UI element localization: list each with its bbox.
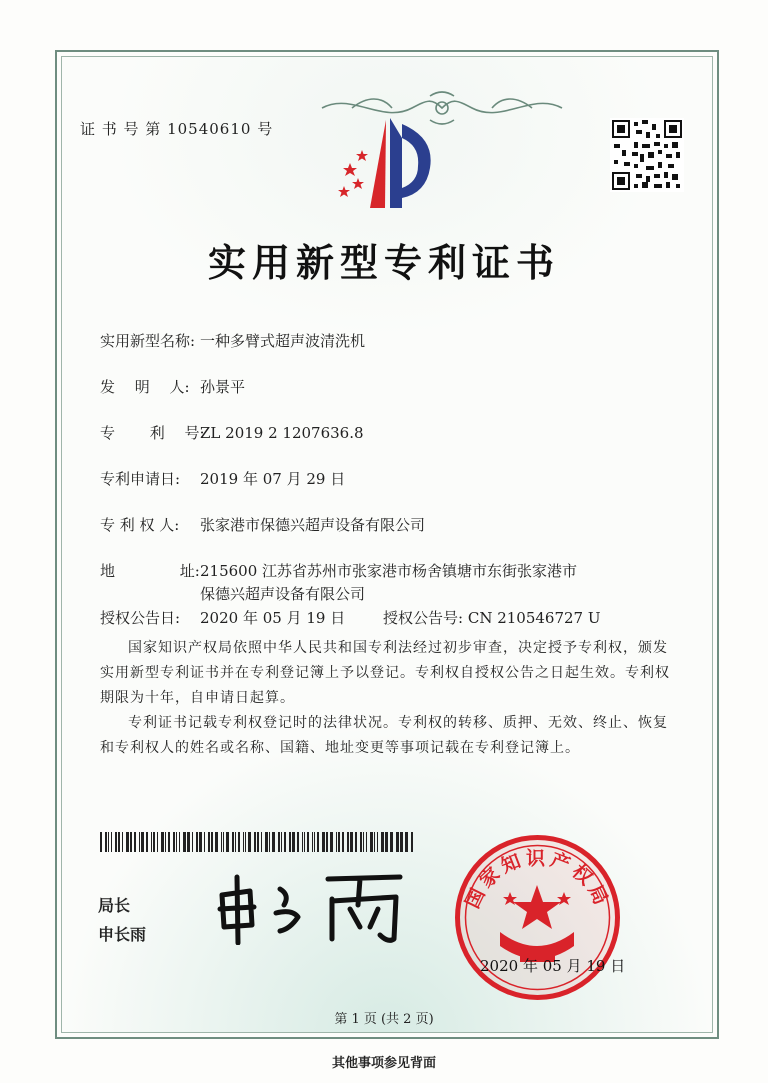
- official-seal: [450, 830, 625, 1005]
- field-value: 2019 年 07 月 29 日: [200, 470, 346, 488]
- field-patentee: [100, 514, 425, 535]
- field-patent-number: [100, 422, 364, 443]
- field-address: [100, 560, 577, 581]
- field-grant-number: [383, 607, 601, 628]
- certificate-title: 实用新型专利证书: [207, 240, 560, 285]
- qr-code: [610, 118, 684, 192]
- field-inventor: [100, 376, 245, 397]
- back-note: 其他事项参见背面: [331, 1056, 436, 1071]
- field-address-line2: 保德兴超声设备有限公司: [200, 585, 366, 603]
- patent-office-logo: [330, 108, 440, 220]
- director-signature: [210, 865, 410, 945]
- director-name: 申长雨: [98, 925, 147, 944]
- legal-status-paragraph: 专利证书记载专利权登记时的法律状况。专利权的转移、质押、无效、终止、恢复和专利权人的姓名或名称、国籍、地址变更等事项记载在专利登记簿上。: [100, 715, 668, 756]
- field-value: 孙景平: [200, 378, 246, 396]
- field-label: 专 利 权 人:: [100, 516, 180, 534]
- barcode: [100, 832, 415, 852]
- field-grant-date: [100, 607, 345, 628]
- field-value: 215600 江苏省苏州市张家港市杨舍镇塘市东街张家港市: [200, 562, 578, 580]
- seal-text: 国家知识产权局: [461, 847, 614, 912]
- field-application-date: [100, 468, 345, 489]
- field-value: ZL 2019 2 1207636.8: [200, 424, 364, 442]
- certificate-number: 证 书 号 第 10540610 号: [80, 120, 274, 138]
- field-value: 2020 年 05 月 19 日: [200, 609, 346, 627]
- field-value: 一种多臂式超声波清洗机: [200, 332, 366, 350]
- seal-date: 2020 年 05 月 19 日: [480, 957, 626, 975]
- field-label: 授权公告日:: [100, 609, 181, 627]
- field-label: 授权公告号:: [383, 609, 464, 627]
- field-label: 专 利 号:: [100, 424, 205, 442]
- director-title: 局长: [98, 896, 131, 915]
- field-value: 张家港市保德兴超声设备有限公司: [200, 516, 426, 534]
- field-label: 地 址:: [100, 562, 200, 580]
- field-label: 实用新型名称:: [100, 332, 196, 350]
- field-utility-model-name: [100, 330, 365, 351]
- field-value: CN 210546727 U: [467, 609, 601, 627]
- field-label: 发 明 人:: [100, 378, 190, 396]
- page-number: 第 1 页 (共 2 页): [334, 1012, 434, 1027]
- field-label: 专利申请日:: [100, 470, 181, 488]
- grant-paragraph: 国家知识产权局依照中华人民共和国专利法经过初步审查，决定授予专利权，颁发实用新型专利证书并在专利登记簿上予以登记。专利权自授权公告之日起生效。专利权期限为十年，自申请日起算。: [100, 640, 670, 706]
